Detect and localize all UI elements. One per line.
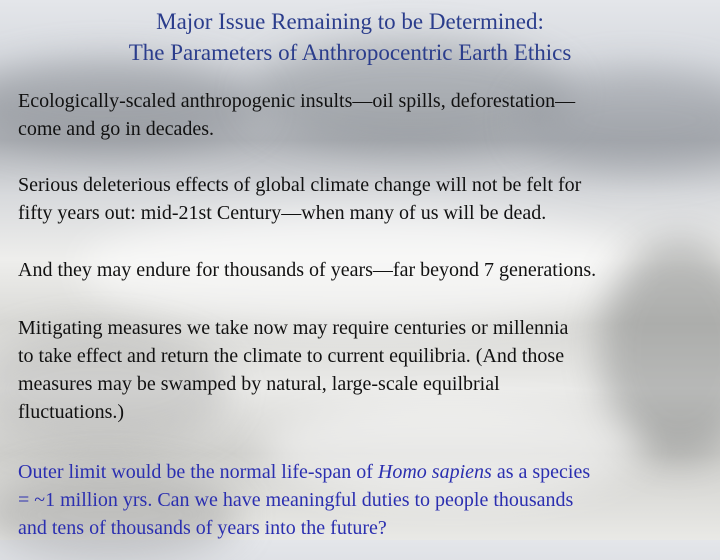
title-line-2: The Parameters of Anthropocentric Earth Ethics: [128, 40, 572, 65]
paragraph-line: fluctuations.): [18, 401, 125, 423]
text-segment: as a species: [491, 461, 591, 483]
paragraph-line: Ecologically-scaled anthropogenic insults—oil spills, deforestation—: [18, 90, 576, 112]
paragraph-line: [18, 458, 718, 486]
paragraph-line: measures may be swamped by natural, large-scale equilbrial: [18, 373, 500, 395]
paragraph-line: And they may endure for thousands of years—far beyond 7 generations.: [18, 259, 597, 281]
paragraph-endurance: [18, 256, 718, 284]
paragraph-line: to take effect and return the climate to current equilibria. (And those: [18, 345, 565, 367]
paragraph-outer-limit: [18, 458, 718, 542]
paragraph-mitigation: [18, 314, 718, 426]
paragraph-line: fifty years out: mid-21st Century—when many of us will be dead.: [18, 202, 547, 224]
paragraph-line: come and go in decades.: [18, 118, 215, 140]
paragraph-line: and tens of thousands of years into the future?: [18, 517, 387, 539]
paragraph-line: Mitigating measures we take now may require centuries or millennia: [18, 317, 569, 339]
species-name-italic: Homo sapiens: [377, 461, 492, 483]
paragraph-line: Serious deleterious effects of global climate change will not be felt for: [18, 174, 582, 196]
paragraph-climate-effects: [18, 171, 718, 227]
text-segment: Outer limit would be the normal life-span of: [18, 461, 378, 483]
title-line-1: Major Issue Remaining to be Determined:: [156, 9, 544, 34]
paragraph-line: = ~1 million yrs. Can we have meaningful duties to people thousands: [18, 489, 574, 511]
paragraph-insults: [18, 87, 718, 143]
slide-title: [0, 6, 700, 68]
